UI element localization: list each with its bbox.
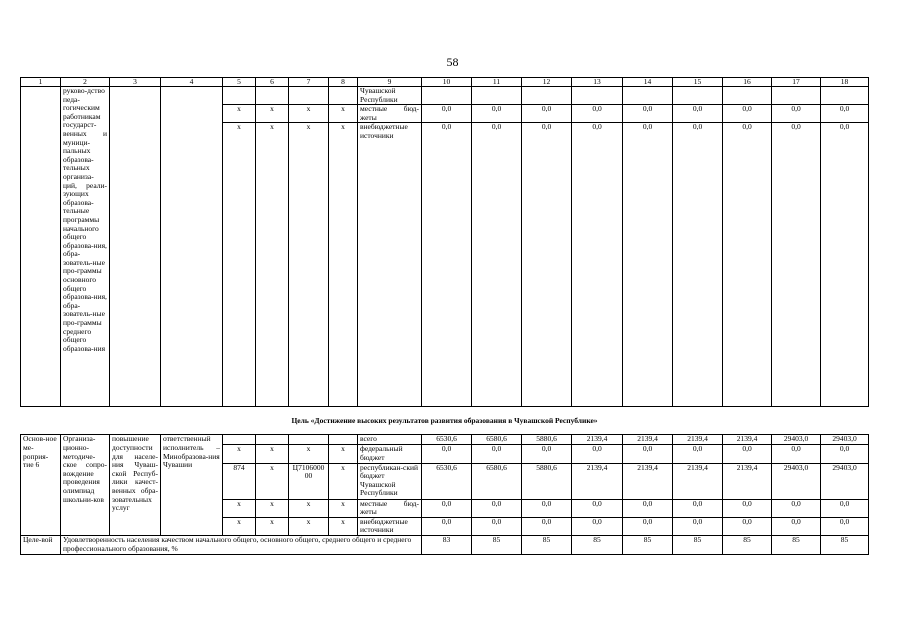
code-cell: х	[223, 499, 256, 517]
value-cell: 0,0	[723, 499, 772, 517]
column-number: 15	[673, 78, 723, 87]
value-cell: 2139,4	[723, 435, 772, 445]
code-cell: х	[223, 105, 256, 123]
value-cell: 0,0	[673, 123, 723, 407]
column-number: 12	[522, 78, 572, 87]
column-number: 8	[329, 78, 358, 87]
code-cell: х	[256, 463, 289, 499]
column-number: 10	[422, 78, 472, 87]
value-cell: 0,0	[422, 123, 472, 407]
value-cell: 5880,6	[522, 435, 572, 445]
column-number: 6	[256, 78, 289, 87]
value-cell: 2139,4	[572, 435, 623, 445]
value-cell: 29403,0	[821, 435, 869, 445]
column-number: 13	[572, 78, 623, 87]
column-number: 3	[110, 78, 161, 87]
value-cell: 0,0	[572, 499, 623, 517]
column-number: 2	[61, 78, 110, 87]
code-cell: х	[329, 123, 358, 407]
value-cell	[623, 87, 673, 105]
value-cell: 0,0	[772, 123, 821, 407]
target-value: 85	[772, 535, 821, 554]
value-cell: 0,0	[723, 517, 772, 535]
funding-source: внебюджетные источники	[358, 517, 422, 535]
goal-row	[21, 407, 869, 435]
empty-cell	[161, 87, 223, 407]
value-cell: 0,0	[673, 105, 723, 123]
value-cell: 6580,6	[472, 463, 522, 499]
value-cell: 0,0	[522, 445, 572, 463]
value-cell: 0,0	[723, 445, 772, 463]
value-cell: 0,0	[472, 123, 522, 407]
value-cell: 0,0	[522, 517, 572, 535]
code-cell: х	[289, 445, 329, 463]
value-cell: 0,0	[472, 517, 522, 535]
value-cell: 0,0	[472, 105, 522, 123]
code-cell	[329, 435, 358, 445]
code-cell: х	[256, 105, 289, 123]
value-cell: 0,0	[572, 445, 623, 463]
value-cell: 0,0	[673, 517, 723, 535]
value-cell: 29403,0	[821, 463, 869, 499]
value-cell: 0,0	[522, 105, 572, 123]
column-number: 14	[623, 78, 673, 87]
empty-cell	[110, 87, 161, 407]
code-cell	[223, 435, 256, 445]
column-number: 9	[358, 78, 422, 87]
code-cell	[256, 87, 289, 105]
value-cell: 0,0	[572, 123, 623, 407]
column-number: 17	[772, 78, 821, 87]
target-value: 85	[821, 535, 869, 554]
target-label: Целе-вой	[21, 535, 61, 554]
table-row	[21, 87, 869, 105]
table-header-row	[21, 78, 869, 87]
activity-goal: повышение доступности для населе-ния Чуваш-ской Респуб-лики качест-венных обра-зовательных услуг	[110, 435, 161, 536]
code-cell	[256, 435, 289, 445]
code-cell: х	[256, 445, 289, 463]
code-cell	[289, 87, 329, 105]
goal-heading: Цель «Достижение высоких результатов развития образования в Чувашской Республике»	[21, 407, 869, 435]
value-cell: 29403,0	[772, 435, 821, 445]
column-number: 11	[472, 78, 522, 87]
target-value: 85	[572, 535, 623, 554]
funding-source: федеральный бюджет	[358, 445, 422, 463]
column-number: 18	[821, 78, 869, 87]
column-number: 4	[161, 78, 223, 87]
funding-source: Чувашской Республики	[358, 87, 422, 105]
code-cell	[329, 87, 358, 105]
value-cell: 0,0	[522, 499, 572, 517]
value-cell: 0,0	[673, 445, 723, 463]
value-cell	[772, 87, 821, 105]
value-cell: 0,0	[422, 499, 472, 517]
column-number: 16	[723, 78, 772, 87]
value-cell: 0,0	[623, 445, 673, 463]
budget-table	[20, 77, 869, 555]
table-row	[21, 435, 869, 445]
value-cell: 0,0	[821, 105, 869, 123]
value-cell: 0,0	[623, 499, 673, 517]
funding-source: местные бюд-жеты	[358, 499, 422, 517]
value-cell: 29403,0	[772, 463, 821, 499]
value-cell	[572, 87, 623, 105]
value-cell: 0,0	[422, 445, 472, 463]
value-cell: 2139,4	[623, 463, 673, 499]
value-cell	[673, 87, 723, 105]
value-cell: 0,0	[623, 123, 673, 407]
target-indicator-row	[21, 535, 869, 554]
funding-source: местные бюд-жеты	[358, 105, 422, 123]
value-cell: 0,0	[572, 517, 623, 535]
value-cell	[723, 87, 772, 105]
value-cell: 0,0	[472, 499, 522, 517]
target-value: 85	[673, 535, 723, 554]
funding-source: всего	[358, 435, 422, 445]
column-number: 5	[223, 78, 256, 87]
code-cell: х	[329, 517, 358, 535]
value-cell: 6530,6	[422, 435, 472, 445]
target-value: 85	[723, 535, 772, 554]
code-cell: х	[223, 445, 256, 463]
executor: ответственный исполнитель – Минобразова-ния Чувашии	[161, 435, 223, 536]
target-value: 85	[472, 535, 522, 554]
column-number: 1	[21, 78, 61, 87]
value-cell: 0,0	[673, 499, 723, 517]
activity-label: Основ-ное ме-роприя-тие 6	[21, 435, 61, 536]
code-cell: х	[289, 517, 329, 535]
value-cell	[821, 87, 869, 105]
code-cell: 874	[223, 463, 256, 499]
value-cell: 0,0	[821, 499, 869, 517]
value-cell: 0,0	[472, 445, 522, 463]
responsibility-text: руково-дство педа-гогическим работникам государст-венных и муници-пальных образова-тельных организа-ций, реали-зующих образова-тельные программы начального общего образова-ния, обра-зователь-ные про-граммы основного общего образова-ния, обра-зователь-ные про-граммы среднего общего образова-ния	[61, 87, 110, 407]
value-cell	[472, 87, 522, 105]
code-cell: х	[256, 499, 289, 517]
code-cell: х	[329, 445, 358, 463]
value-cell: 0,0	[772, 517, 821, 535]
value-cell: 0,0	[422, 517, 472, 535]
target-value: 83	[422, 535, 472, 554]
value-cell: 0,0	[821, 123, 869, 407]
value-cell	[422, 87, 472, 105]
value-cell: 0,0	[623, 517, 673, 535]
code-cell: х	[289, 123, 329, 407]
value-cell: 2139,4	[673, 463, 723, 499]
value-cell: 6580,6	[472, 435, 522, 445]
value-cell: 0,0	[821, 517, 869, 535]
value-cell: 2139,4	[623, 435, 673, 445]
code-cell: х	[223, 123, 256, 407]
value-cell: 5880,6	[522, 463, 572, 499]
value-cell: 2139,4	[572, 463, 623, 499]
value-cell: 2139,4	[673, 435, 723, 445]
code-cell: х	[223, 517, 256, 535]
value-cell: 0,0	[572, 105, 623, 123]
code-cell: х	[256, 123, 289, 407]
code-cell	[223, 87, 256, 105]
value-cell: 0,0	[772, 105, 821, 123]
funding-source: внебюджетные источники	[358, 123, 422, 407]
page-number: 58	[446, 55, 459, 69]
activity-name: Организа-ционно-методиче-ское сопро-вождение проведения олимпиад школьни-ков	[61, 435, 110, 536]
value-cell	[522, 87, 572, 105]
code-cell	[289, 435, 329, 445]
code-cell: х	[329, 499, 358, 517]
value-cell: 0,0	[522, 123, 572, 407]
code-cell: х	[329, 463, 358, 499]
value-cell: 0,0	[623, 105, 673, 123]
funding-source: республикан-ский бюджет Чувашской Республики	[358, 463, 422, 499]
code-cell: х	[289, 105, 329, 123]
code-cell: х	[329, 105, 358, 123]
value-cell: 6530,6	[422, 463, 472, 499]
code-cell: Ц710600000	[289, 463, 329, 499]
target-value: 85	[522, 535, 572, 554]
value-cell: 2139,4	[723, 463, 772, 499]
value-cell: 0,0	[422, 105, 472, 123]
column-number: 7	[289, 78, 329, 87]
target-text: Удовлетворенность населения качеством начального общего, основного общего, среднего общего и среднего профессионального образования, %	[61, 535, 422, 554]
value-cell: 0,0	[772, 499, 821, 517]
target-value: 85	[623, 535, 673, 554]
value-cell: 0,0	[821, 445, 869, 463]
code-cell: х	[256, 517, 289, 535]
value-cell: 0,0	[772, 445, 821, 463]
value-cell: 0,0	[723, 105, 772, 123]
empty-cell	[21, 87, 61, 407]
code-cell: х	[289, 499, 329, 517]
value-cell: 0,0	[723, 123, 772, 407]
